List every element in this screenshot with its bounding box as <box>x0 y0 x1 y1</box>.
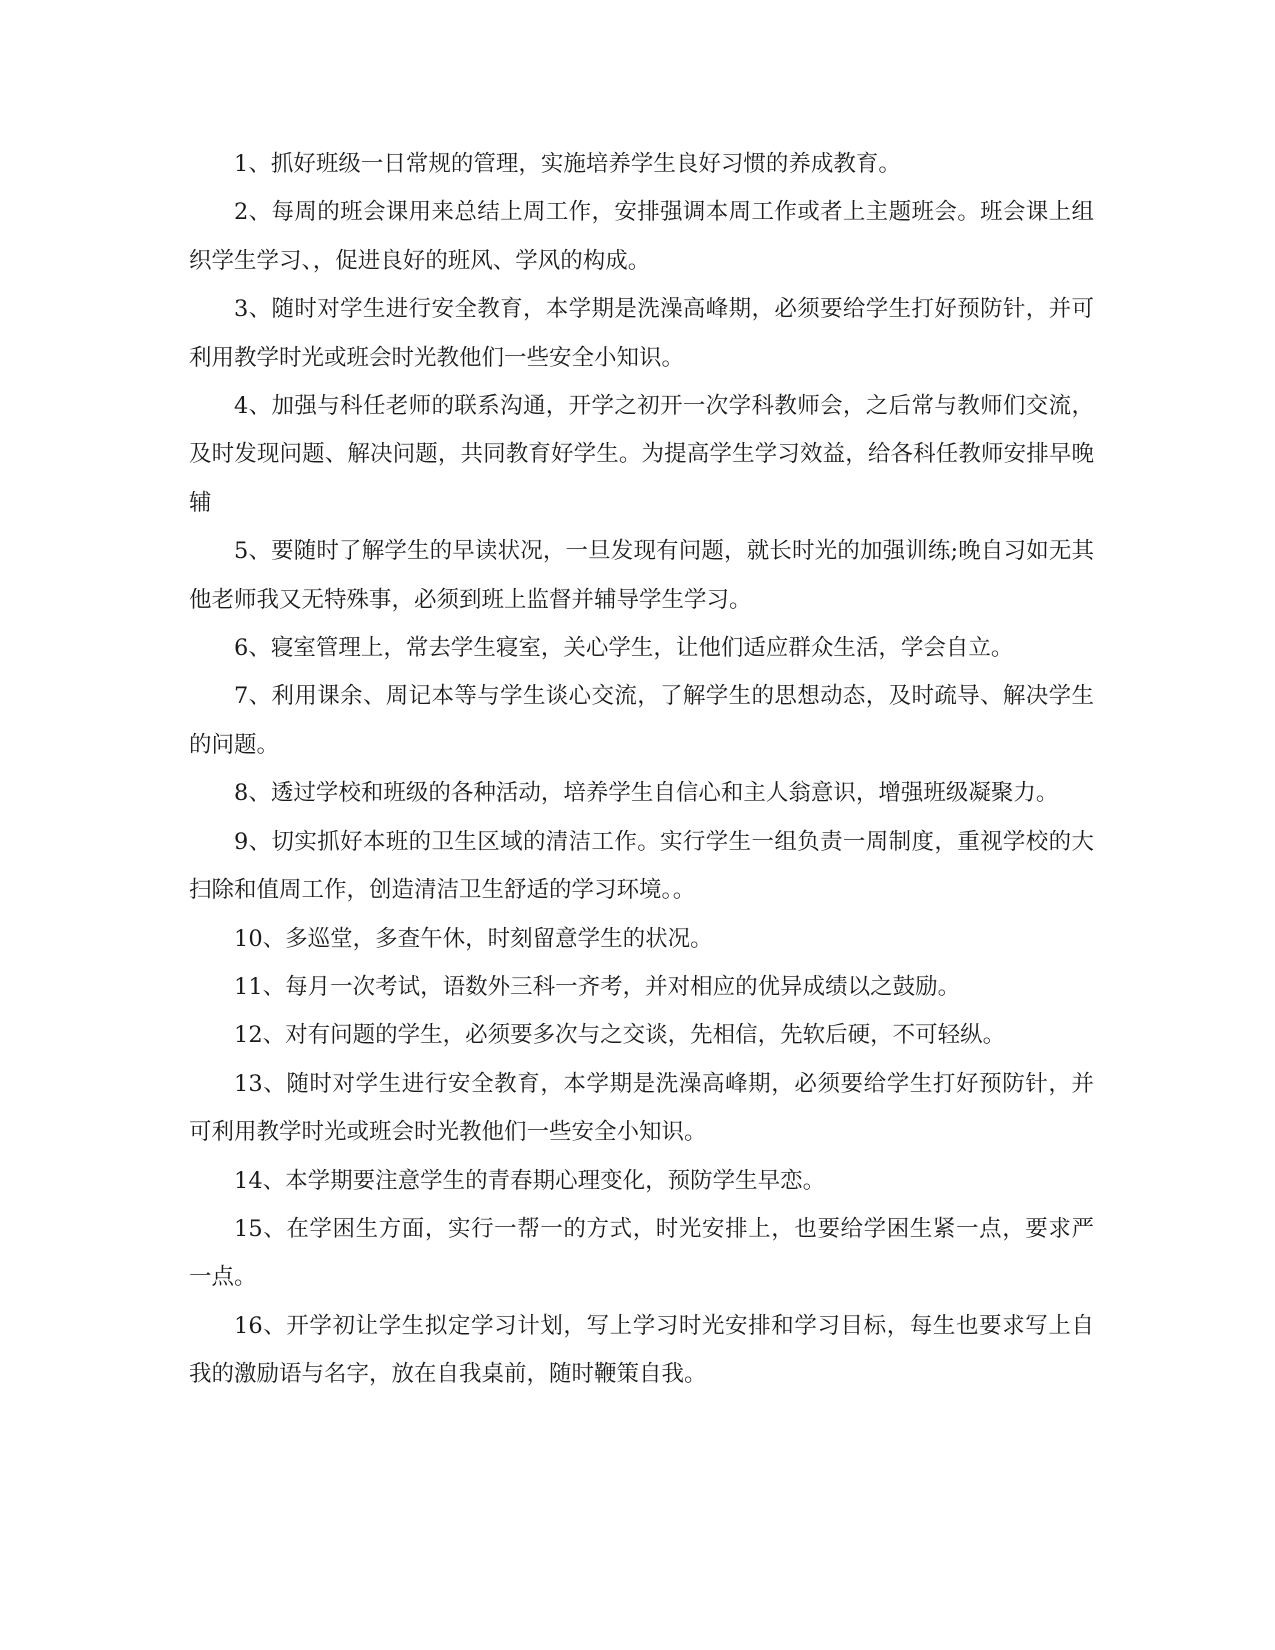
paragraph-7: 7、利用课余、周记本等与学生谈心交流，了解学生的思想动态，及时疏导、解决学生的问题。 <box>189 683 1094 758</box>
paragraph-11: 11、每月一次考试，语数外三科一齐考，并对相应的优异成绩以之鼓励。 <box>234 973 961 1000</box>
paragraph-10: 10、多巡堂，多查午休，时刻留意学生的状况。 <box>234 925 713 952</box>
paragraph-1: 1、抓好班级一日常规的管理，实施培养学生良好习惯的养成教育。 <box>234 151 901 177</box>
paragraph-3: 3、随时对学生进行安全教育，本学期是洗澡高峰期，必须要给学生打好预防针，并可利用教学时光或班会时光教他们一些安全小知识。 <box>189 296 1094 371</box>
paragraph-8: 8、透过学校和班级的各种活动，培养学生自信心和主人翁意识，增强班级凝聚力。 <box>234 780 1059 807</box>
paragraph-4: 4、加强与科任老师的联系沟通，开学之初开一次学科教师会，之后常与教师们交流，及时发现问题、解决问题，共同教育好学生。为提高学生学习效益，给各科任教师安排早晚辅 <box>189 393 1094 516</box>
paragraph-5: 5、要随时了解学生的早读状况，一旦发现有问题，就长时光的加强训练;晚自习如无其他老师我又无特殊事，必须到班上监督并辅导学生学习。 <box>189 538 1094 613</box>
paragraph-12: 12、对有问题的学生，必须要多次与之交谈，先相信，先软后硬，不可轻纵。 <box>234 1022 1006 1049</box>
paragraph-9: 9、切实抓好本班的卫生区域的清洁工作。实行学生一组负责一周制度，重视学校的大扫除和值周工作，创造清洁卫生舒适的学习环境。。 <box>189 828 1094 904</box>
paragraph-2: 2、每周的班会课用来总结上周工作，安排强调本周工作或者上主题班会。班会课上组织学生学习、，促进良好的班风、学风的构成。 <box>189 199 1094 274</box>
paragraph-14: 14、本学期要注意学生的青春期心理变化，预防学生早恋。 <box>234 1167 826 1194</box>
paragraph-15: 15、在学困生方面，实行一帮一的方式，时光安排上，也要给学困生紧一点，要求严一点。 <box>189 1215 1094 1291</box>
document-body <box>189 140 1094 1399</box>
paragraph-16: 16、开学初让学生拟定学习计划，写上学习时光安排和学习目标，每生也要求写上自我的激励语与名字，放在自我桌前，随时鞭策自我。 <box>189 1312 1094 1388</box>
paragraph-6: 6、寝室管理上，常去学生寝室，关心学生，让他们适应群众生活，学会自立。 <box>234 635 1014 662</box>
paragraph-13: 13、随时对学生进行安全教育，本学期是洗澡高峰期，必须要给学生打好预防针，并可利用教学时光或班会时光教他们一些安全小知识。 <box>189 1070 1094 1146</box>
